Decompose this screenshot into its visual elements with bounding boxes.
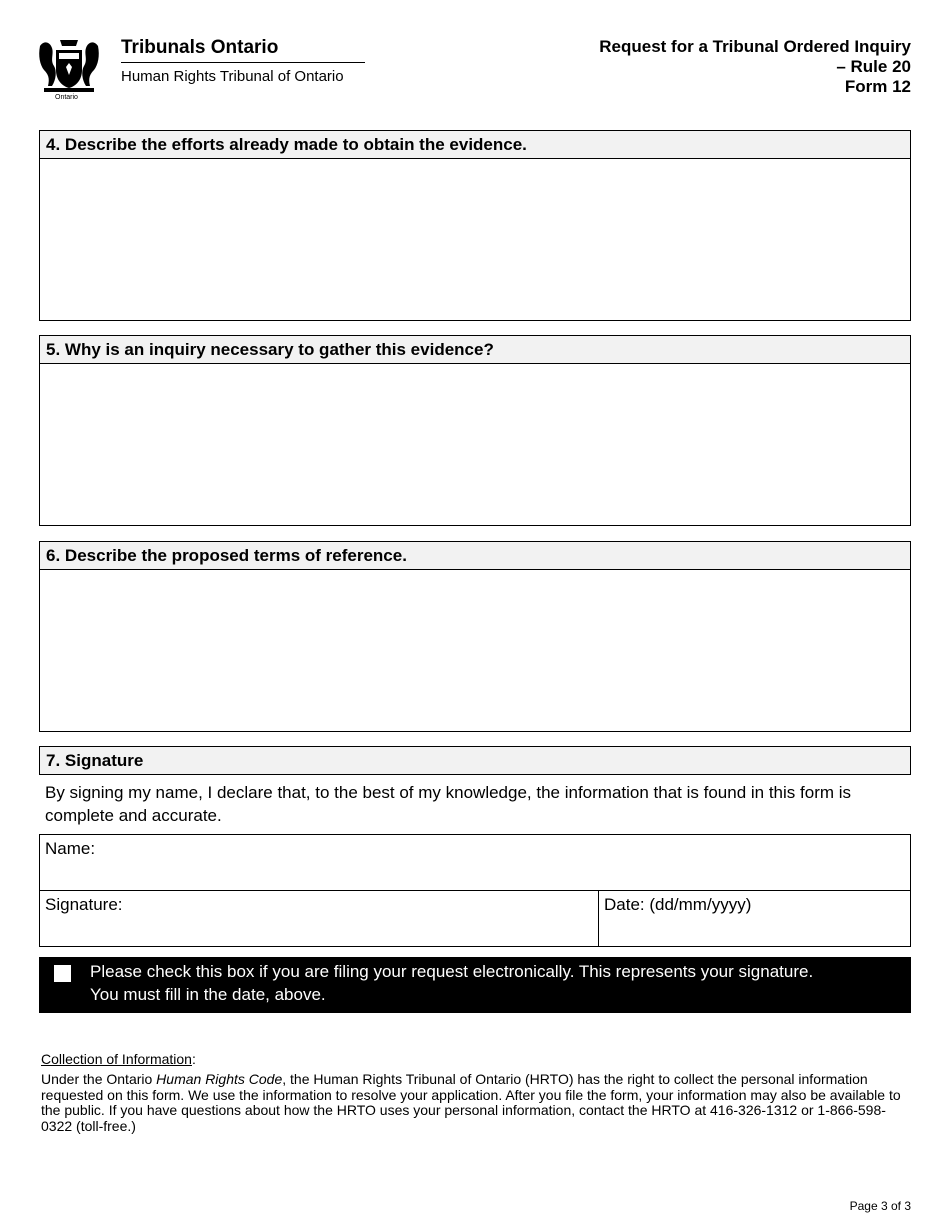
collection-title [41, 1051, 196, 1067]
org-divider [121, 62, 365, 63]
date-label: Date: (dd/mm/yyyy) [604, 895, 752, 914]
section-4-heading [40, 131, 910, 159]
name-cell [40, 835, 910, 891]
section-6-title: Describe the proposed terms of reference. [64, 546, 407, 565]
section-4 [39, 130, 911, 321]
form-title-line3: Form 12 [844, 77, 911, 96]
signature-input[interactable] [45, 919, 593, 943]
section-5-number: 5. [46, 340, 61, 359]
section-6-heading [40, 542, 910, 570]
section-7-heading [39, 746, 911, 775]
declaration-text: By signing my name, I declare that, to the best of my knowledge, the information that is found in this form is complete and accurate. [45, 783, 852, 825]
signature-cell [40, 891, 599, 946]
page-number: Page 3 of 3 [849, 1199, 911, 1213]
org-name: Tribunals Ontario [121, 37, 279, 58]
collection-title-suffix: : [191, 1051, 196, 1067]
collection-body-code: Human Rights Code [156, 1071, 283, 1087]
section-7-title: Signature [64, 751, 144, 770]
name-label: Name: [45, 839, 96, 858]
electronic-filing-text [90, 960, 900, 1006]
name-input[interactable] [45, 863, 905, 887]
collection-body [41, 1072, 901, 1134]
efforts-textarea[interactable] [40, 159, 910, 320]
section-4-number: 4. [46, 135, 61, 154]
form-title-line2: – Rule 20 [836, 57, 911, 76]
logo-caption: Ontario [55, 94, 78, 101]
terms-of-reference-textarea[interactable] [40, 570, 910, 731]
collection-title-text: Collection of Information [41, 1051, 192, 1067]
electronic-filing-checkbox[interactable] [54, 965, 71, 982]
section-6-number: 6. [46, 546, 61, 565]
date-input[interactable] [604, 919, 905, 943]
section-4-title: Describe the efforts already made to obtain the evidence. [64, 135, 527, 154]
org-subtitle: Human Rights Tribunal of Ontario [121, 68, 344, 85]
electronic-filing-line2: You must fill in the date, above. [90, 985, 326, 1004]
signature-table [39, 834, 911, 947]
collection-body-prefix: Under the Ontario [41, 1071, 157, 1087]
section-5-title: Why is an inquiry necessary to gather this evidence? [64, 340, 494, 359]
electronic-filing-line1: Please check this box if you are filing your request electronically. This represents your signature. [90, 962, 814, 981]
form-title-line1: Request for a Tribunal Ordered Inquiry [599, 37, 911, 56]
section-5-heading [40, 336, 910, 364]
section-7-number: 7. [46, 751, 61, 770]
form-title [599, 37, 911, 97]
electronic-filing-bar [39, 957, 911, 1013]
signature-label: Signature: [45, 895, 123, 914]
section-5 [39, 335, 911, 526]
section-6 [39, 541, 911, 732]
inquiry-necessity-textarea[interactable] [40, 364, 910, 525]
collection-body-rest: , the Human Rights Tribunal of Ontario (HRTO) has the right to collect the personal information requested on this form. We use the information to resolve your application. After you file the form, your information may also be available to the public. If you have questions about how the HRTO uses your personal information, contact the HRTO at 416-326-1312 or 1-866-598-0322 (toll-free.) [41, 1071, 901, 1134]
date-cell [599, 891, 910, 946]
